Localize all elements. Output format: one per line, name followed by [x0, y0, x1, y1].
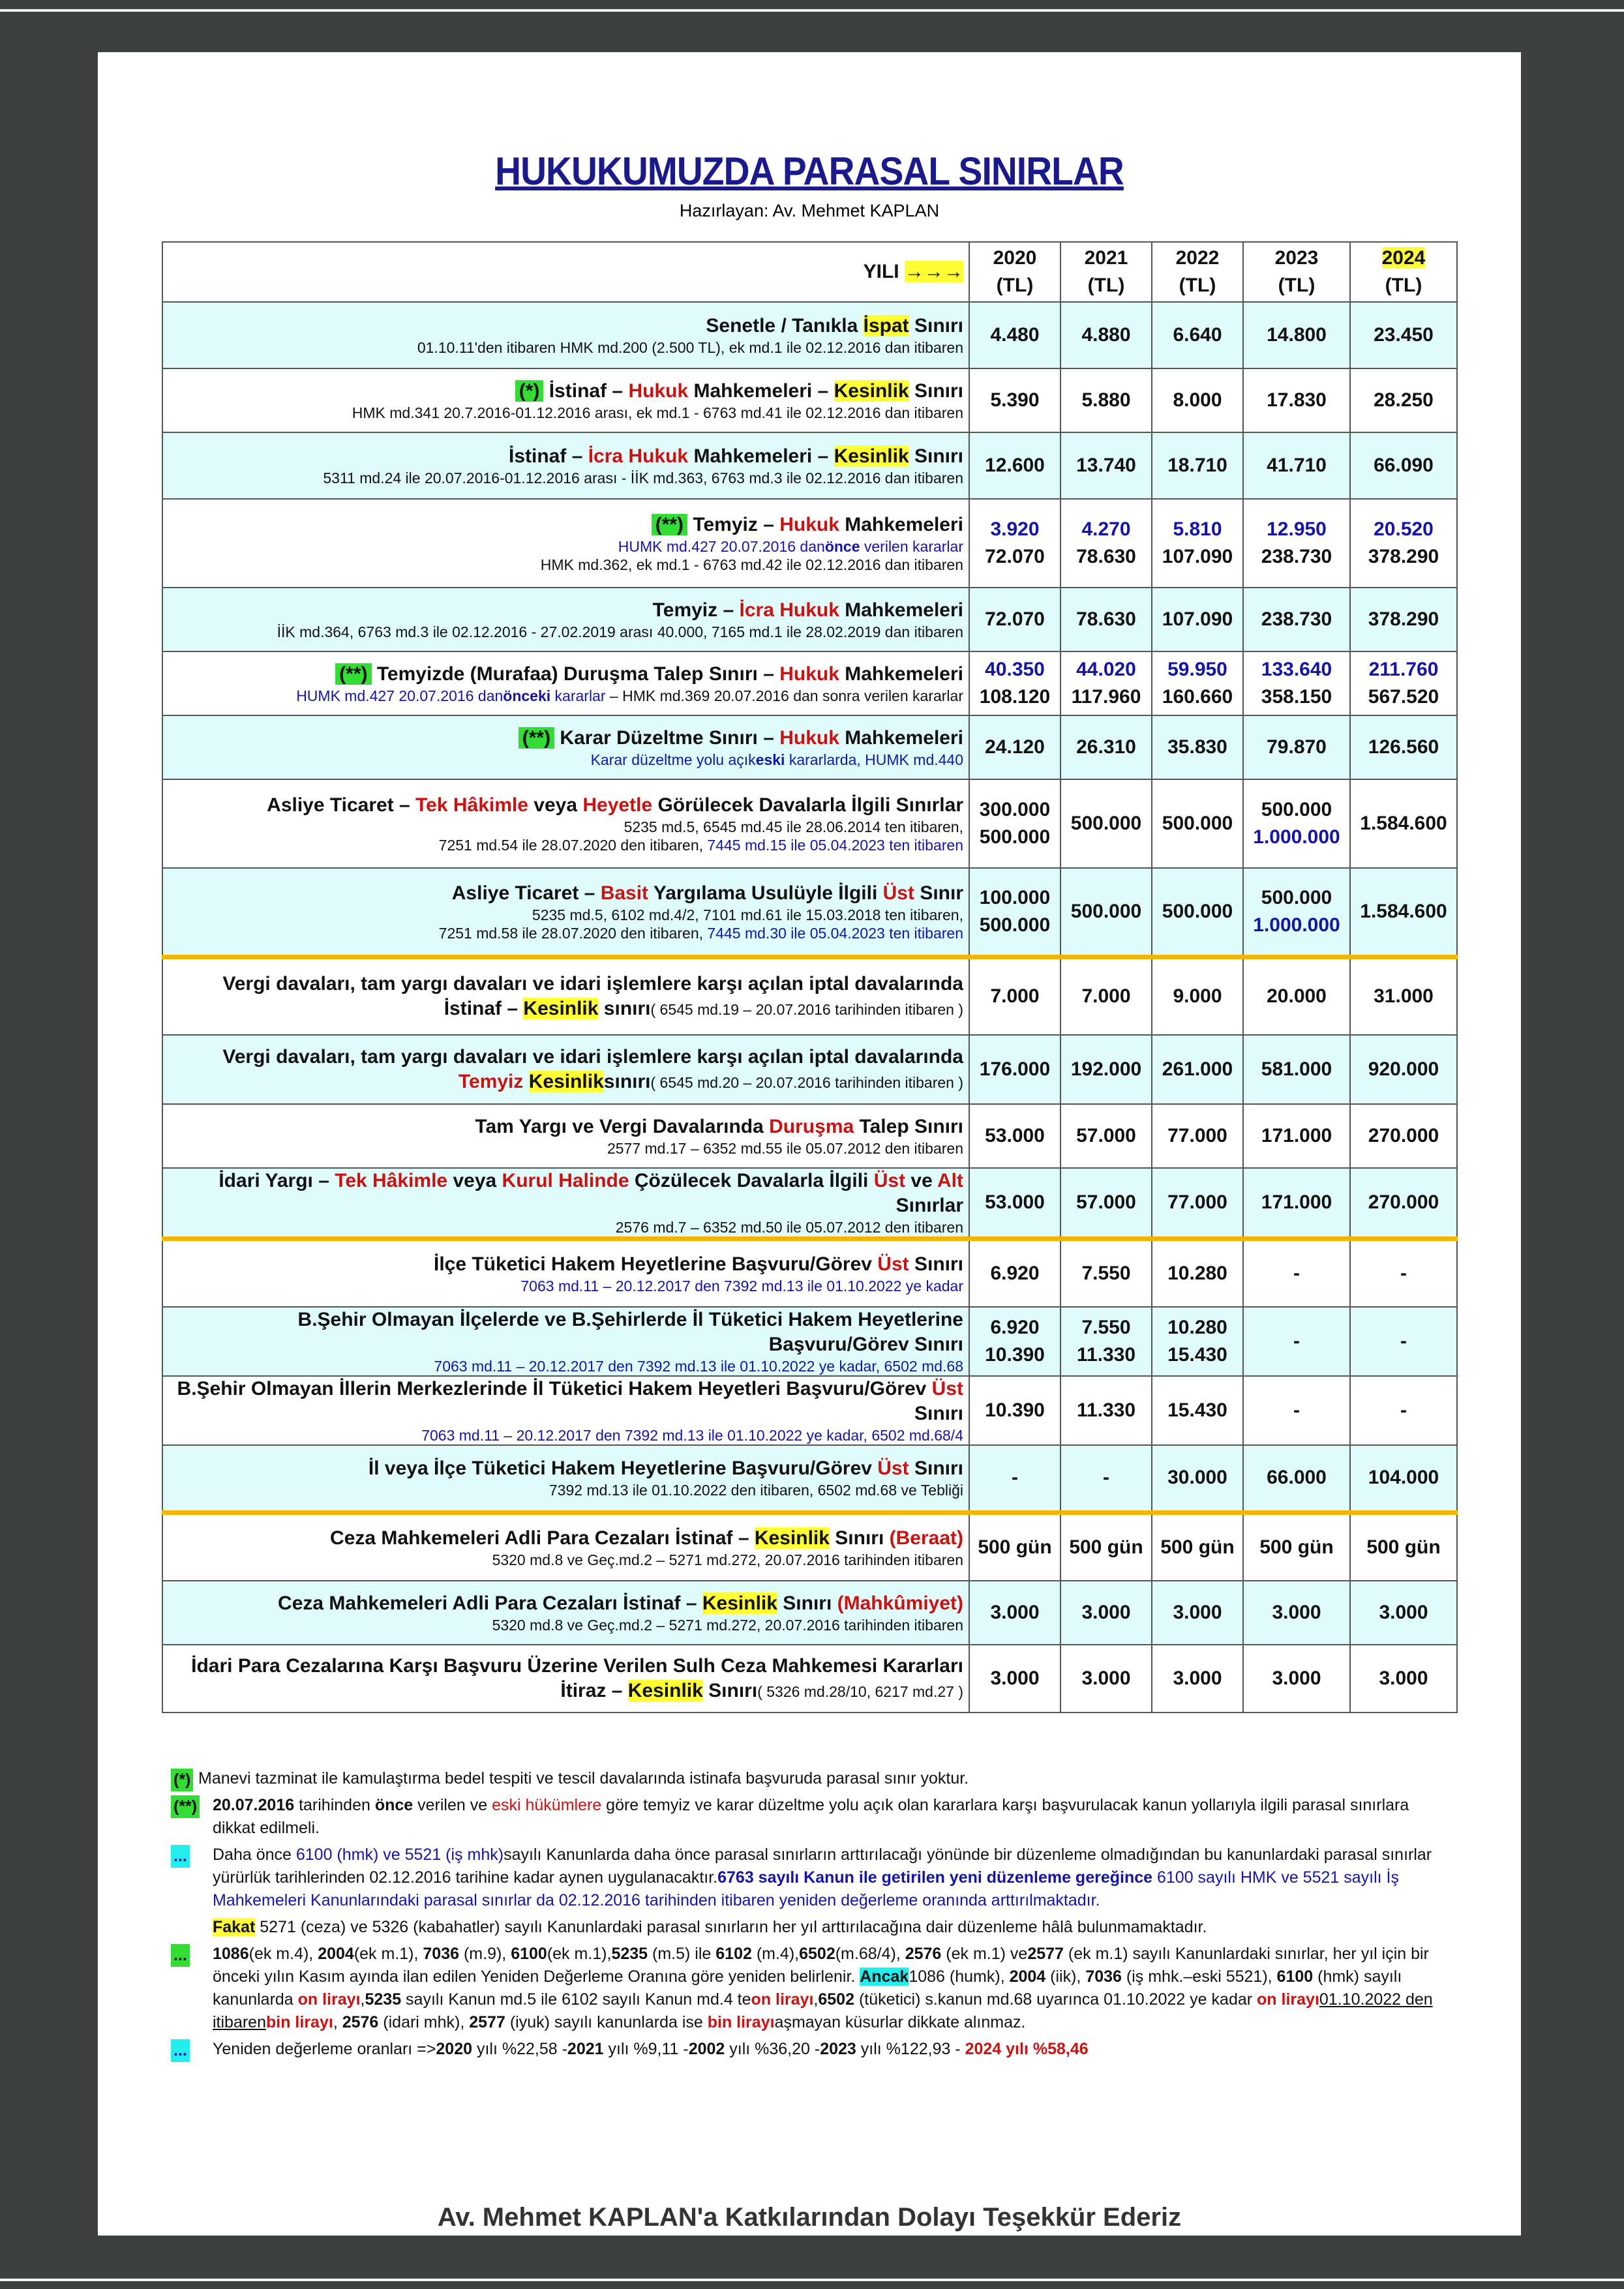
value-cell: 79.870 [1243, 715, 1350, 779]
value-cell: 3.000 [969, 1581, 1060, 1645]
value-cell: 18.710 [1152, 432, 1243, 499]
value-panel: 500.000 [979, 826, 1051, 848]
value-cell [1152, 499, 1243, 588]
value-district: 7.550 [1081, 1316, 1131, 1338]
note-marker: (*) [515, 380, 544, 402]
row-description: (*) İstinaf – Hukuk Mahkemeleri – Kesinlik Sınırı HMK md.341 20.7.2016-01.12.2016 arası, ek md.1 - 6763 md.41 ile 02.12.2016 dan itibaren [162, 368, 969, 432]
row-reference: 2577 md.17 – 6352 md.55 ile 05.07.2012 den itibaren [607, 1140, 963, 1157]
value-cell: 192.000 [1060, 1035, 1152, 1104]
top-border-line [0, 9, 1624, 12]
value-cell [969, 868, 1060, 957]
table-row [162, 1513, 1457, 1581]
value-cell: 500.000 [1152, 868, 1243, 957]
value-after: 358.150 [1261, 686, 1332, 708]
value-cell: 30.000 [1152, 1445, 1243, 1513]
value-cell [1243, 779, 1350, 868]
row-description: İlçe Tüketici Hakem Heyetlerine Başvuru/Görev Üst Sınırı 7063 md.11 – 20.12.2017 den 7392 md.13 ile 01.10.2022 ye kadar [162, 1239, 969, 1307]
value-cell: 500.000 [1152, 779, 1243, 868]
value-cell [1152, 1307, 1243, 1376]
value-cell: 3.000 [1152, 1645, 1243, 1713]
footnote-2: (**) 20.07.2016 tarihinden önce verilen ve eski hükümlere göre temyiz ve karar düzeltme yolu açık olan kararlara karşı başvurulacak kanun yollarıyla ilgili parasal sınırlara dikkat edilmeli. [171, 1794, 1449, 1840]
value-cell: 20.000 [1243, 957, 1350, 1035]
value-cell: 3.000 [1060, 1581, 1152, 1645]
value-cell: 12.600 [969, 432, 1060, 499]
row-description: Ceza Mahkemeleri Adli Para Cezaları İstinaf – Kesinlik Sınırı (Beraat) 5320 md.8 ve Geç.md.2 – 5271 md.272, 20.07.2016 tarihinden itibaren [162, 1513, 969, 1581]
value-cell: 3.000 [969, 1645, 1060, 1713]
row-reference: – HMK md.369 20.07.2016 dan sonra verilen kararlar [605, 687, 963, 704]
value-cell: 500 gün [1350, 1513, 1457, 1581]
row-reference: HMK md.341 20.7.2016-01.12.2016 arası, ek md.1 - 6763 md.41 ile 02.12.2016 dan itibaren [352, 404, 963, 421]
value-cell: 28.250 [1350, 368, 1457, 432]
row-description: (**) Temyizde (Murafaa) Duruşma Talep Sınırı – Hukuk Mahkemeleri HUMK md.427 20.07.2016 danönceki kararlar – HMK md.369 20.07.2016 dan sonra verilen kararlar [162, 651, 969, 715]
year-2020-header [969, 242, 1060, 302]
footnote-6: ... Yeniden değerleme oranları =>2020 yılı %22,58 -2021 yılı %9,11 -2002 yılı %36,20 -2023 yılı %122,93 - 2024 yılı %58,46 [171, 2038, 1449, 2061]
value-cell: 3.000 [1152, 1581, 1243, 1645]
footnote-text: Manevi tazminat ile kamulaştırma bedel tespiti ve tescil davalarında istinafa başvuruda parasal sınır yoktur. [198, 1769, 969, 1788]
value-cell: 1.584.600 [1350, 779, 1457, 868]
value-cell: - [1243, 1376, 1350, 1445]
value-cell: 53.000 [969, 1104, 1060, 1168]
value-cell: 8.000 [1152, 368, 1243, 432]
value-cell: 500 gün [1243, 1513, 1350, 1581]
row-description: Senetle / Tanıkla İspat Sınırı 01.10.11'den itibaren HMK md.200 (2.500 TL), ek md.1 ile 02.12.2016 dan itibaren [162, 302, 969, 368]
row-description: Asliye Ticaret – Tek Hâkimle veya Heyetle Görülecek Davalarla İlgili Sınırlar 5235 md.5, 6545 md.45 ile 28.06.2014 ten itibaren, 7251 md.54 ile 28.07.2020 den itibaren, 7445 md.15 ile 05.04.2023 ten itibaren [162, 779, 969, 868]
value-province: 15.430 [1167, 1343, 1227, 1366]
row-reference: 7445 md.30 ile 05.04.2023 ten itibaren [707, 924, 963, 942]
row-reference: 5235 md.5, 6102 md.4/2, 7101 md.61 ile 15.03.2018 ten itibaren, [532, 906, 963, 923]
row-title: B.Şehir Olmayan İlçelerde ve B.Şehirlerde İl Tüketici Hakem Heyetlerine Başvuru/Görev Sınırı [297, 1308, 963, 1355]
row-reference: ( 6545 md.20 – 20.07.2016 tarihinden itibaren ) [650, 1074, 963, 1091]
value-cell: 35.830 [1152, 715, 1243, 779]
limits-table [162, 241, 1458, 1713]
value-after: 238.730 [1261, 546, 1332, 567]
row-description: Tam Yargı ve Vergi Davalarında Duruşma Talep Sınırı 2577 md.17 – 6352 md.55 ile 05.07.2012 den itibaren [162, 1104, 969, 1168]
unit-label: (TL) [1179, 275, 1216, 296]
value-cell: 41.710 [1243, 432, 1350, 499]
value-cell: 500.000 [1060, 779, 1152, 868]
table-row [162, 1104, 1457, 1168]
note-marker: (**) [171, 1795, 200, 1818]
value-cell: - [1243, 1239, 1350, 1307]
row-description: Asliye Ticaret – Basit Yargılama Usulüyle İlgili Üst Sınır 5235 md.5, 6102 md.4/2, 7101 md.61 ile 15.03.2018 ten itibaren, 7251 md.58 ile 28.07.2020 den itibaren, 7445 md.30 ile 05.04.2023 ten itibaren [162, 868, 969, 957]
row-title: Vergi davaları, tam yargı davaları ve idari işlemlere karşı açılan iptal davalarında [222, 973, 963, 995]
row-reference: 5320 md.8 ve Geç.md.2 – 5271 md.272, 20.07.2016 tarihinden itibaren [492, 1551, 963, 1568]
row-reference: 01.10.11'den itibaren HMK md.200 (2.500 TL), ek md.1 ile 02.12.2016 dan itibaren [417, 339, 963, 356]
row-reference: 7392 md.13 ile 01.10.2022 den itibaren, 6502 md.68 ve Tebliği [549, 1482, 963, 1499]
row-reference: kararlarda, HUMK md.440 [785, 751, 963, 768]
document-sheet [98, 52, 1521, 2236]
value-single-judge: 300.000 [979, 799, 1051, 820]
value-cell: 57.000 [1060, 1168, 1152, 1239]
value-before: 5.810 [1173, 518, 1222, 540]
row-reference: 2576 md.7 – 6352 md.50 ile 05.07.2012 den itibaren [615, 1219, 963, 1236]
footnote-text: temyiz ve karar düzeltme yolu açık olan kararlara karşı başvurulacak kanun yollarıyla ilgili parasal sınırlara dikkat edilmeli. [213, 1796, 1409, 1837]
value-cell: - [1350, 1307, 1457, 1376]
row-reference: 7063 md.11 – 20.12.2017 den 7392 md.13 ile 01.10.2022 ye kadar, 6502 md.68/4 [421, 1426, 963, 1444]
value-before: 59.950 [1167, 659, 1227, 680]
value-district: 6.920 [990, 1316, 1040, 1338]
row-description: İl veya İlçe Tüketici Hakem Heyetlerine Başvuru/Görev Üst Sınırı 7392 md.13 ile 01.10.2022 den itibaren, 6502 md.68 ve Tebliği [162, 1445, 969, 1513]
footnote-5: ... 1086(ek m.4), 2004(ek m.1), 7036 (m.9), 6100(ek m.1),5235 (m.5) ile 6102 (m.4),6502(m.68/4), 2576 (ek m.1) ve2577 (ek m.1) sayılı Kanunlardaki sınırlar, her yıl için bir önceki yılın Kasım ayında ilan edilen Yeniden Değerleme Oranına göre yeniden belirlenir. Ancak1086 (humk), 2004 (iik), 7036 (iş mhk.–eski 5521), 6100 (hmk) sayılı kanunlarda on lirayı,5235 sayılı Kanun md.5 ile 6102 sayılı Kanun md.4 teon lirayı,6502 (tüketici) s.kanun md.68 uyarınca 01.10.2022 ye kadar on lirayı01.10.2022 den itibarenbin lirayı, 2576 (idari mhk), 2577 (iyuk) sayılı kanunlarda ise bin lirayıaşmayan küsurlar dikkate alınmaz. [171, 1943, 1449, 2034]
value-cell: 920.000 [1350, 1035, 1457, 1104]
row-description: Ceza Mahkemeleri Adli Para Cezaları İstinaf – Kesinlik Sınırı (Mahkûmiyet) 5320 md.8 ve Geç.md.2 – 5271 md.272, 20.07.2016 tarihinden itibaren [162, 1581, 969, 1645]
value-cell [1243, 499, 1350, 588]
value-before: 12.950 [1267, 518, 1327, 540]
year-label-cell [162, 242, 969, 302]
row-reference: kararlar [550, 687, 606, 704]
value-cell [1060, 1307, 1152, 1376]
value-cell: 14.800 [1243, 302, 1350, 368]
value-cell [1152, 651, 1243, 715]
value-before: 4.270 [1081, 518, 1131, 540]
row-reference: 5311 md.24 ile 20.07.2016-01.12.2016 arası - İİK md.363, 6763 md.3 ile 02.12.2016 dan itibaren [323, 470, 963, 486]
row-description: B.Şehir Olmayan İllerin Merkezlerinde İl Tüketici Hakem Heyetleri Başvuru/Görev Üst Sınırı 7063 md.11 – 20.12.2017 den 7392 md.13 ile 01.10.2022 ye kadar, 6502 md.68/4 [162, 1376, 969, 1445]
row-description: Vergi davaları, tam yargı davaları ve idari işlemlere karşı açılan iptal davalarında Temyiz Kesinliksınırı( 6545 md.20 – 20.07.2016 tarihinden itibaren ) [162, 1035, 969, 1104]
note-marker: (*) [171, 1769, 193, 1791]
value-cell: 53.000 [969, 1168, 1060, 1239]
value-before: 40.350 [985, 659, 1045, 680]
value-cell: 31.000 [1350, 957, 1457, 1035]
note-marker: ... [171, 1944, 190, 1967]
year-2023: 2023 [1274, 247, 1319, 269]
document-title: HUKUKUMUZDA PARASAL SINIRLAR [495, 149, 1124, 193]
value-cell [969, 779, 1060, 868]
row-reference-emphasis: önceki [503, 687, 551, 704]
value-cell: 9.000 [1152, 957, 1243, 1035]
prepared-by: Hazırlayan: Av. Mehmet KAPLAN [679, 201, 940, 220]
value-cell: 3.000 [1243, 1581, 1350, 1645]
value-cell [1060, 499, 1152, 588]
note-marker: ... [171, 2039, 190, 2062]
value-cell: 176.000 [969, 1035, 1060, 1104]
value-cell: 13.740 [1060, 432, 1152, 499]
value-cell: 4.880 [1060, 302, 1152, 368]
value-after: 160.660 [1162, 686, 1233, 708]
row-reference: İİK md.364, 6763 md.3 ile 02.12.2016 - 27.02.2019 arası 40.000, 7165 md.1 ile 28.02.2019 dan itibaren [277, 623, 963, 640]
value-cell [1350, 651, 1457, 715]
row-title: Vergi davaları, tam yargı davaları ve idari işlemlere karşı açılan iptal davalarında [222, 1046, 963, 1068]
row-reference: 5235 md.5, 6545 md.45 ile 28.06.2014 ten itibaren, [624, 818, 963, 835]
row-reference: 7063 md.11 – 20.12.2017 den 7392 md.13 ile 01.10.2022 ye kadar, 6502 md.68 [434, 1357, 963, 1375]
value-cell: 26.310 [1060, 715, 1152, 779]
year-2022-header [1152, 242, 1243, 302]
row-description: İdari Para Cezalarına Karşı Başvuru Üzerine Verilen Sulh Ceza Mahkemesi Kararları İtiraz – Kesinlik Sınırı( 5326 md.28/10, 6217 md.27 ) [162, 1645, 969, 1713]
value-before: 133.640 [1261, 659, 1332, 680]
value-cell: 5.880 [1060, 368, 1152, 432]
value-cell: 238.730 [1243, 588, 1350, 651]
row-title: İdari Para Cezalarına Karşı Başvuru Üzerine Verilen Sulh Ceza Mahkemesi Kararları [191, 1654, 963, 1677]
value-cell [969, 651, 1060, 715]
value-cell: 261.000 [1152, 1035, 1243, 1104]
table-row [162, 651, 1457, 715]
table-row [162, 868, 1457, 957]
value-cell: 581.000 [1243, 1035, 1350, 1104]
value-cell: 126.560 [1350, 715, 1457, 779]
value-before: 3.920 [990, 518, 1040, 540]
value-cell: 5.390 [969, 368, 1060, 432]
value-cell: 4.480 [969, 302, 1060, 368]
value-cell: 3.000 [1350, 1645, 1457, 1713]
value-cell: 66.000 [1243, 1445, 1350, 1513]
value-cell: 500.000 [1060, 868, 1152, 957]
value-cell: 77.000 [1152, 1104, 1243, 1168]
table-row [162, 499, 1457, 588]
value-province: 11.330 [1076, 1343, 1136, 1366]
table-row [162, 588, 1457, 651]
value-cell: 171.000 [1243, 1168, 1350, 1239]
value-upper: 500.000 [979, 914, 1051, 936]
row-description [162, 1307, 969, 1376]
value-cell: 3.000 [1060, 1645, 1152, 1713]
unit-label: (TL) [996, 275, 1034, 296]
value-cell: 66.090 [1350, 432, 1457, 499]
value-cell: 57.000 [1060, 1104, 1152, 1168]
note-marker: ... [171, 1845, 190, 1868]
value-cell: - [969, 1445, 1060, 1513]
value-cell: 378.290 [1350, 588, 1457, 651]
row-reference: 7063 md.11 – 20.12.2017 den 7392 md.13 ile 01.10.2022 ye kadar [520, 1277, 963, 1294]
value-upper: 1.000.000 [1253, 914, 1340, 936]
value-cell: 104.000 [1350, 1445, 1457, 1513]
value-cell: 3.000 [1350, 1581, 1457, 1645]
year-2020: 2020 [993, 247, 1037, 269]
note-marker: (**) [519, 727, 554, 749]
value-after: 567.520 [1368, 686, 1439, 708]
table-row [162, 302, 1457, 368]
table-row [162, 1307, 1457, 1376]
table-row [162, 1445, 1457, 1513]
value-cell [1243, 651, 1350, 715]
value-cell: 6.640 [1152, 302, 1243, 368]
table-row [162, 1035, 1457, 1104]
row-description: İstinaf – İcra Hukuk Mahkemeleri – Kesinlik Sınırı 5311 md.24 ile 20.07.2016-01.12.2016 arası - İİK md.363, 6763 md.3 ile 02.12.2016 dan itibaren [162, 432, 969, 499]
value-cell [1243, 868, 1350, 957]
year-2024-header [1350, 242, 1457, 302]
year-2021-header [1060, 242, 1152, 302]
value-cell [1350, 499, 1457, 588]
table-row [162, 779, 1457, 868]
unit-label: (TL) [1385, 275, 1422, 296]
value-cell: 7.000 [1060, 957, 1152, 1035]
table-row [162, 1239, 1457, 1307]
row-reference-emphasis: önce [824, 538, 860, 555]
value-cell: - [1350, 1376, 1457, 1445]
year-2024: 2024 [1381, 247, 1426, 269]
value-cell: 6.920 [969, 1239, 1060, 1307]
value-cell: 72.070 [969, 588, 1060, 651]
value-after: 378.290 [1368, 546, 1439, 567]
value-after: 78.630 [1076, 546, 1136, 567]
table-row [162, 368, 1457, 432]
value-cell: 17.830 [1243, 368, 1350, 432]
note-marker: (**) [335, 663, 371, 685]
value-lower: 100.000 [979, 886, 1051, 908]
table-row [162, 1168, 1457, 1239]
value-cell: 107.090 [1152, 588, 1243, 651]
row-reference: verilen kararlar [860, 538, 963, 555]
row-reference: Karar düzeltme yolu açık [590, 751, 756, 768]
value-cell [969, 499, 1060, 588]
value-single-judge: 500.000 [1261, 799, 1332, 820]
value-cell: 270.000 [1350, 1104, 1457, 1168]
footnote-3: ... Daha önce 6100 (hmk) ve 5521 (iş mhk)sayılı Kanunlarda daha önce parasal sınırların arttırılacağı yönünde bir düzenleme olmadığından bu kanunlardaki parasal sınırlar yürürlük tarihlerinden 02.12.2016 tarihine kadar aynen uygulanacaktır.6763 sayılı Kanun ile getirilen yeni düzenleme gereğince 6100 sayılı HMK ve 5521 sayılı İş Mahkemeleri Kanunlarındaki parasal sınırlar da 02.12.2016 tarihinden itibaren yeniden değerleme oranında arttırılmaktadır. [171, 1844, 1449, 1912]
value-cell: 78.630 [1060, 588, 1152, 651]
year-2023-header [1243, 242, 1350, 302]
table-row [162, 1581, 1457, 1645]
row-reference: HUMK md.427 20.07.2016 dan [296, 687, 504, 704]
arrows-icon: →→→ [905, 261, 963, 282]
row-reference: 5320 md.8 ve Geç.md.2 – 5271 md.272, 20.07.2016 tarihinden itibaren [492, 1616, 963, 1634]
value-lower: 500.000 [1261, 886, 1332, 908]
value-cell: 15.430 [1152, 1376, 1243, 1445]
value-cell: 171.000 [1243, 1104, 1350, 1168]
row-reference: ( 6545 md.19 – 20.07.2016 tarihinden itibaren ) [650, 1001, 963, 1019]
value-after: 108.120 [979, 686, 1051, 708]
value-cell [969, 1307, 1060, 1376]
row-description: Vergi davaları, tam yargı davaları ve idari işlemlere karşı açılan iptal davalarında İstinaf – Kesinlik sınırı( 6545 md.19 – 20.07.2016 tarihinden itibaren ) [162, 957, 969, 1035]
value-cell: - [1060, 1445, 1152, 1513]
value-cell: - [1350, 1239, 1457, 1307]
year-2022: 2022 [1175, 247, 1220, 269]
row-description: (**) Temyiz – Hukuk Mahkemeleri HUMK md.427 20.07.2016 danönce verilen kararlar HMK md.362, ek md.1 - 6763 md.42 ile 02.12.2016 dan itibaren [162, 499, 969, 588]
value-cell: 7.000 [969, 957, 1060, 1035]
row-reference: 7445 md.15 ile 05.04.2023 ten itibaren [707, 837, 963, 854]
footnote-text: 5271 (ceza) ve 5326 (kabahatler) sayılı Kanunlardaki parasal sınırların her yıl arttırılacağına dair düzenleme hâlâ bulunmamaktadır. [255, 1918, 1207, 1936]
value-before: 20.520 [1374, 518, 1434, 540]
row-description: İdari Yargı – Tek Hâkimle veya Kurul Halinde Çözülecek Davalarla İlgili Üst ve Alt Sınırlar 2576 md.7 – 6352 md.50 ile 05.07.2012 den itibaren [162, 1168, 969, 1239]
bottom-border-line [0, 2279, 1624, 2281]
value-after: 117.960 [1071, 686, 1141, 708]
value-cell: 270.000 [1350, 1168, 1457, 1239]
value-cell: 500 gün [1152, 1513, 1243, 1581]
year-label: YILI [863, 261, 899, 282]
table-row [162, 1376, 1457, 1445]
value-cell [1060, 651, 1152, 715]
value-cell: 11.330 [1060, 1376, 1152, 1445]
unit-label: (TL) [1087, 275, 1125, 296]
value-cell: 3.000 [1243, 1645, 1350, 1713]
table-row [162, 957, 1457, 1035]
value-before: 44.020 [1076, 659, 1136, 680]
row-description: (**) Karar Düzeltme Sınırı – Hukuk Mahkemeleri Karar düzeltme yolu açıkeski kararlarda, HUMK md.440 [162, 715, 969, 779]
value-cell: - [1243, 1307, 1350, 1376]
value-after: 72.070 [985, 546, 1045, 567]
note-marker: (**) [652, 514, 687, 535]
value-cell: 1.584.600 [1350, 868, 1457, 957]
footnotes [171, 1767, 1449, 2065]
table-row [162, 1645, 1457, 1713]
value-before: 211.760 [1368, 659, 1439, 680]
value-cell: 500 gün [969, 1513, 1060, 1581]
table-header-row [162, 242, 1457, 302]
value-cell: 7.550 [1060, 1239, 1152, 1307]
value-district: 10.280 [1167, 1316, 1227, 1338]
footnote-4: Fakat 5271 (ceza) ve 5326 (kabahatler) sayılı Kanunlardaki parasal sınırların her yıl arttırılacağına dair düzenleme hâlâ bulunmamaktadır. [213, 1918, 1207, 1936]
footer-thanks: Av. Mehmet KAPLAN'a Katkılarından Dolayı Teşekkür Ederiz [437, 2203, 1182, 2232]
row-description: Temyiz – İcra Hukuk Mahkemeleri İİK md.364, 6763 md.3 ile 02.12.2016 - 27.02.2019 arası 40.000, 7165 md.1 ile 28.02.2019 dan itibaren [162, 588, 969, 651]
value-cell: 23.450 [1350, 302, 1457, 368]
value-after: 107.090 [1162, 546, 1233, 567]
value-cell: 10.390 [969, 1376, 1060, 1445]
table-row [162, 432, 1457, 499]
row-reference: HUMK md.427 20.07.2016 dan [618, 538, 825, 555]
value-cell: 500 gün [1060, 1513, 1152, 1581]
row-reference: HMK md.362, ek md.1 - 6763 md.42 ile 02.12.2016 dan itibaren [540, 556, 963, 573]
value-cell: 77.000 [1152, 1168, 1243, 1239]
value-cell: 10.280 [1152, 1239, 1243, 1307]
row-reference-emphasis: eski [755, 751, 785, 768]
row-reference: ( 5326 md.28/10, 6217 md.27 ) [757, 1683, 963, 1700]
year-2021: 2021 [1084, 247, 1128, 269]
footnote-1 [171, 1767, 1449, 1790]
value-province: 10.390 [985, 1343, 1045, 1366]
value-panel: 1.000.000 [1253, 826, 1340, 848]
row-reference: 7251 md.58 ile 28.07.2020 den itibaren, [438, 924, 708, 942]
unit-label: (TL) [1278, 275, 1316, 296]
table-row [162, 715, 1457, 779]
value-cell: 24.120 [969, 715, 1060, 779]
row-reference: 7251 md.54 ile 28.07.2020 den itibaren, [438, 837, 708, 854]
